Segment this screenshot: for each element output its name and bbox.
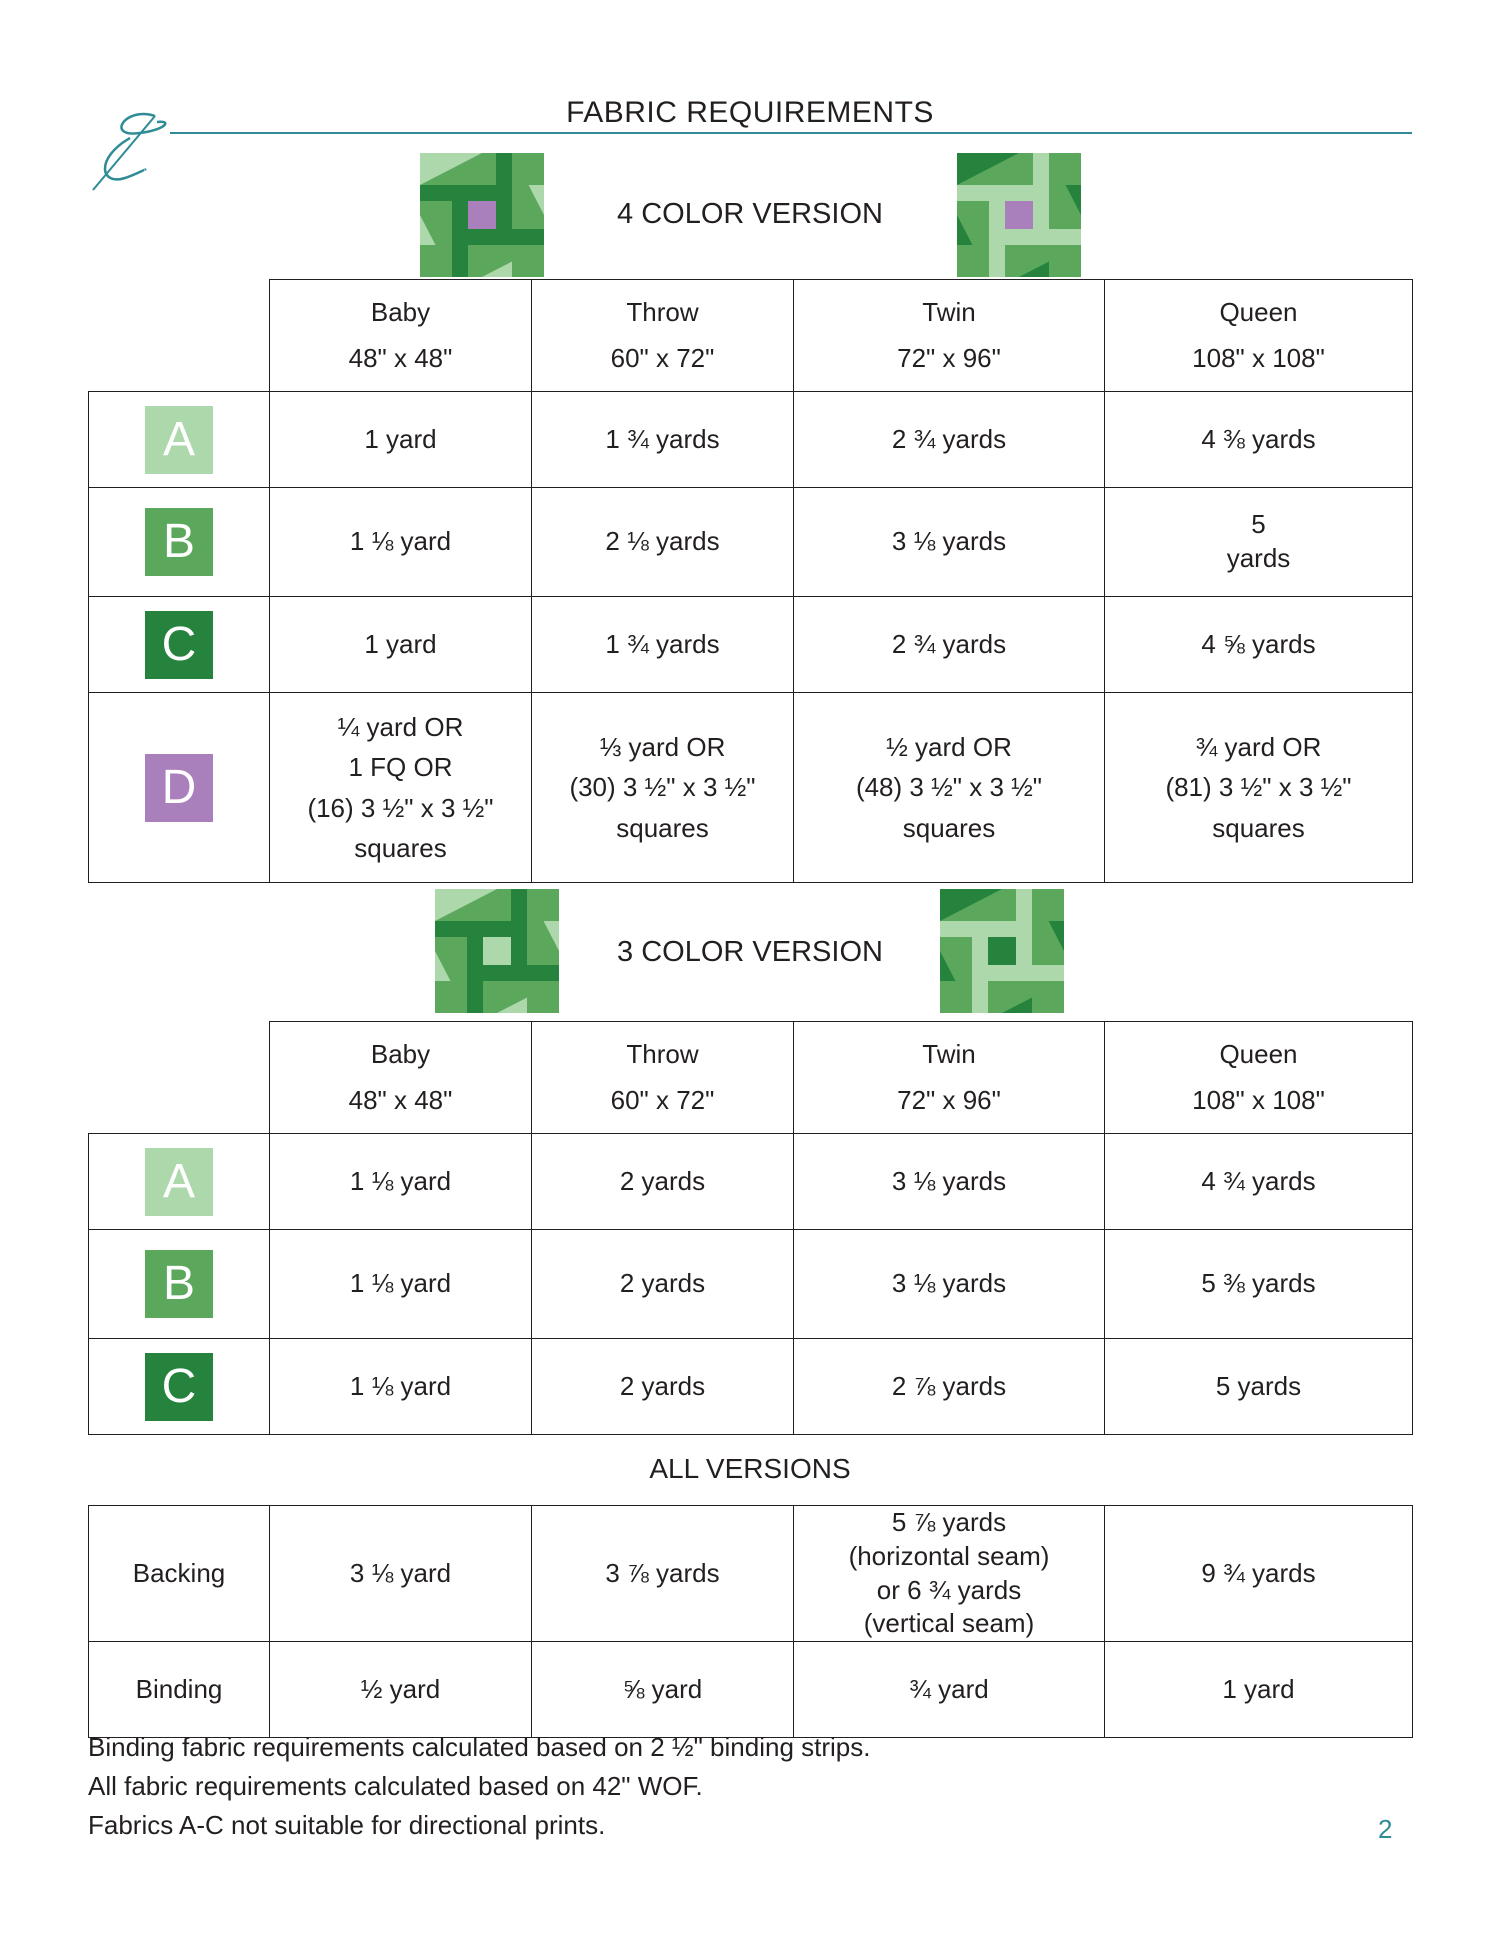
table-cell: 1 ⅛ yard: [270, 1230, 532, 1339]
table-cell: 2 yards: [532, 1134, 794, 1230]
footnotes: [88, 1728, 870, 1845]
quilt-block-4color-right: [957, 153, 1081, 277]
table-cell: 1 ¾ yards: [532, 597, 794, 693]
table-cell: 2 ⅞ yards: [794, 1339, 1105, 1435]
header-empty-cell: [89, 280, 270, 392]
table-cell: 5 yards: [1105, 488, 1413, 597]
header-twin: Twin 72" x 96": [794, 1022, 1105, 1134]
table-cell: 1 ⅛ yard: [270, 488, 532, 597]
table-row: [89, 488, 1413, 597]
header-baby: Baby 48" x 48": [270, 1022, 532, 1134]
all-versions-label: ALL VERSIONS: [649, 1453, 851, 1484]
table-row: [89, 1506, 1413, 1642]
fabric-d-swatch: D: [145, 754, 213, 822]
table-row: [89, 597, 1413, 693]
fabric-label-cell: [89, 488, 270, 597]
table-cell: ¼ yard OR 1 FQ OR (16) 3 ½" x 3 ½" squares: [270, 693, 532, 883]
fabric-b-swatch: B: [145, 508, 213, 576]
fabric-label-cell: [89, 597, 270, 693]
row-label-binding: Binding: [89, 1642, 270, 1738]
table-cell: 5 yards: [1105, 1339, 1413, 1435]
table-cell: ½ yard OR (48) 3 ½" x 3 ½" squares: [794, 693, 1105, 883]
fabric-label-cell: [89, 693, 270, 883]
quilt-block-3color-left: [435, 889, 559, 1013]
header-queen: Queen 108" x 108": [1105, 280, 1413, 392]
fabric-c-swatch: C: [145, 611, 213, 679]
table-cell: 4 ⅝ yards: [1105, 597, 1413, 693]
four-color-version-label: 4 COLOR VERSION: [617, 198, 883, 230]
table-row: [89, 392, 1413, 488]
table-cell: 3 ⅛ yards: [794, 488, 1105, 597]
table-cell: 1 ¾ yards: [532, 392, 794, 488]
table-cell: 2 ⅛ yards: [532, 488, 794, 597]
fabric-label-cell: [89, 1230, 270, 1339]
table-cell: 2 yards: [532, 1339, 794, 1435]
page-title: FABRIC REQUIREMENTS: [566, 96, 934, 129]
table-cell: 1 yard: [1105, 1642, 1413, 1738]
three-color-table: [88, 1021, 1413, 1435]
three-color-version-label: 3 COLOR VERSION: [617, 936, 883, 968]
header-empty-cell: [89, 1022, 270, 1134]
fabric-a-swatch: A: [145, 406, 213, 474]
fabric-label-cell: [89, 1134, 270, 1230]
footnote: Fabrics A-C not suitable for directional prints.: [88, 1810, 606, 1840]
all-versions-table: [88, 1505, 1413, 1738]
fabric-label-cell: [89, 392, 270, 488]
table-cell: 4 ⅜ yards: [1105, 392, 1413, 488]
footnote: Binding fabric requirements calculated based on 2 ½" binding strips.: [88, 1732, 871, 1762]
header-rule: [170, 132, 1412, 134]
fabric-label-cell: [89, 1339, 270, 1435]
table-cell: 3 ⅛ yards: [794, 1134, 1105, 1230]
footnote: All fabric requirements calculated based on 42" WOF.: [88, 1771, 703, 1801]
table-cell: ¾ yard: [794, 1642, 1105, 1738]
table-cell: 9 ¾ yards: [1105, 1506, 1413, 1642]
header-twin: Twin 72" x 96": [794, 280, 1105, 392]
table-cell: 1 yard: [270, 597, 532, 693]
four-color-table: [88, 279, 1413, 883]
table-cell: ½ yard: [270, 1642, 532, 1738]
table-cell: ¾ yard OR (81) 3 ½" x 3 ½" squares: [1105, 693, 1413, 883]
fabric-c-swatch: C: [145, 1353, 213, 1421]
header-baby: Baby 48" x 48": [270, 280, 532, 392]
table-cell: 1 yard: [270, 392, 532, 488]
fabric-b-swatch: B: [145, 1250, 213, 1318]
table-cell: 5 ⅞ yards (horizontal seam) or 6 ¾ yards (vertical seam): [794, 1506, 1105, 1642]
table-cell: 2 yards: [532, 1230, 794, 1339]
quilt-block-3color-right: [940, 889, 1064, 1013]
quilt-block-4color-left: [420, 153, 544, 277]
table-cell: 4 ¾ yards: [1105, 1134, 1413, 1230]
page-number: 2: [1378, 1814, 1393, 1844]
table-row: [89, 1230, 1413, 1339]
row-label-backing: Backing: [89, 1506, 270, 1642]
fabric-a-swatch: A: [145, 1148, 213, 1216]
table-header-row: [89, 280, 1413, 392]
table-row: [89, 693, 1413, 883]
table-cell: 5 ⅜ yards: [1105, 1230, 1413, 1339]
table-cell: 2 ¾ yards: [794, 392, 1105, 488]
table-row: [89, 1134, 1413, 1230]
table-cell: 3 ⅞ yards: [532, 1506, 794, 1642]
header-throw: Throw 60" x 72": [532, 280, 794, 392]
header-throw: Throw 60" x 72": [532, 1022, 794, 1134]
table-cell: ⅓ yard OR (30) 3 ½" x 3 ½" squares: [532, 693, 794, 883]
header-queen: Queen 108" x 108": [1105, 1022, 1413, 1134]
table-header-row: [89, 1022, 1413, 1134]
table-cell: 3 ⅛ yards: [794, 1230, 1105, 1339]
table-row: [89, 1339, 1413, 1435]
table-cell: ⅝ yard: [532, 1642, 794, 1738]
table-cell: 3 ⅛ yard: [270, 1506, 532, 1642]
table-cell: 2 ¾ yards: [794, 597, 1105, 693]
table-row: [89, 1642, 1413, 1738]
table-cell: 1 ⅛ yard: [270, 1134, 532, 1230]
table-cell: 1 ⅛ yard: [270, 1339, 532, 1435]
